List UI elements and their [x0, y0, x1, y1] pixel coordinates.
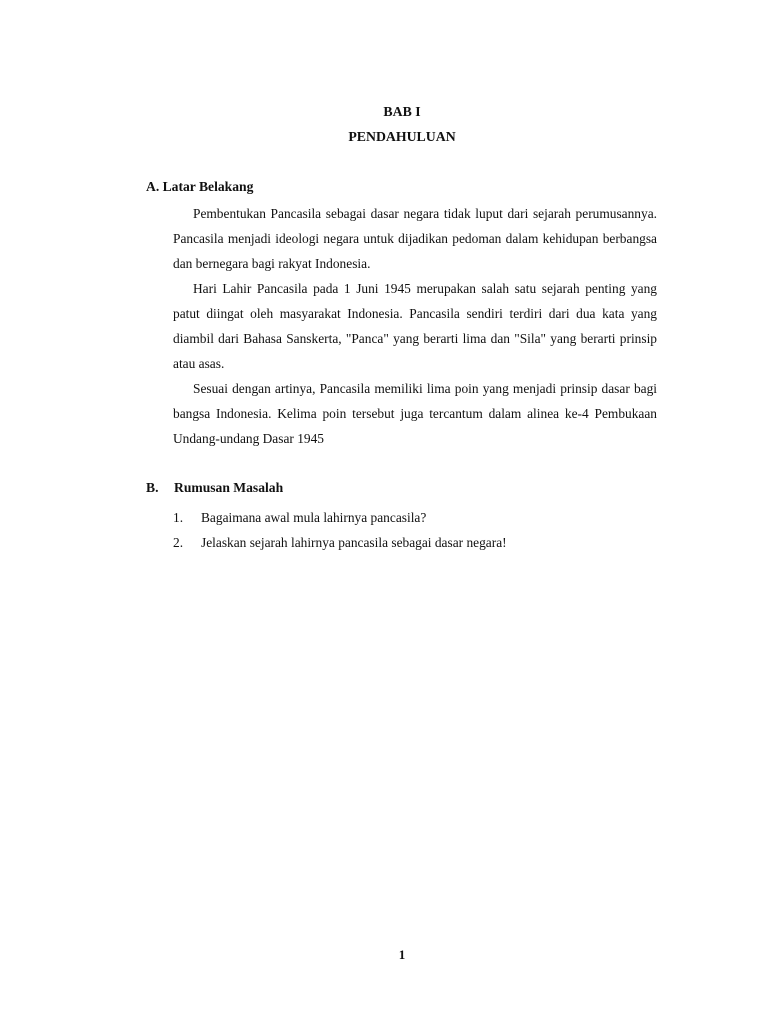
page-number: 1	[398, 947, 406, 962]
section-a-title: A. Latar Belakang	[146, 179, 254, 194]
list-text: Bagaimana awal mula lahirnya pancasila?	[201, 510, 427, 525]
section-b-letter: B.	[146, 480, 159, 495]
list-item	[173, 505, 657, 530]
chapter-heading: BAB I	[383, 104, 421, 119]
paragraph: Hari Lahir Pancasila pada 1 Juni 1945 merupakan salah satu sejarah penting yang patut diingat oleh masyarakat Indonesia. Pancasila sendiri terdiri dari dua kata yang diambil dari Bahasa Sanskerta, "Panca" yang berarti lima dan "Sila" yang berarti prinsip atau asas.	[173, 281, 657, 371]
chapter-title: PENDAHULUAN	[348, 129, 456, 144]
section-b-title: Rumusan Masalah	[174, 480, 284, 495]
list-number: 1.	[173, 510, 184, 525]
problem-list	[173, 505, 657, 555]
list-number: 2.	[173, 535, 184, 550]
list-text: Jelaskan sejarah lahirnya pancasila sebagai dasar negara!	[201, 535, 507, 550]
section-a-body	[173, 201, 657, 451]
list-item	[173, 530, 657, 555]
paragraph: Pembentukan Pancasila sebagai dasar negara tidak luput dari sejarah perumusannya. Pancasila menjadi ideologi negara untuk dijadikan pedoman dalam kehidupan berbangsa dan bernegara bagi rakyat Indonesia.	[173, 206, 657, 271]
paragraph: Sesuai dengan artinya, Pancasila memiliki lima poin yang menjadi prinsip dasar bagi bangsa Indonesia. Kelima poin tersebut juga tercantum dalam alinea ke-4 Pembukaan Undang-undang Dasar 1945	[173, 381, 657, 446]
section-b-heading	[146, 480, 283, 496]
